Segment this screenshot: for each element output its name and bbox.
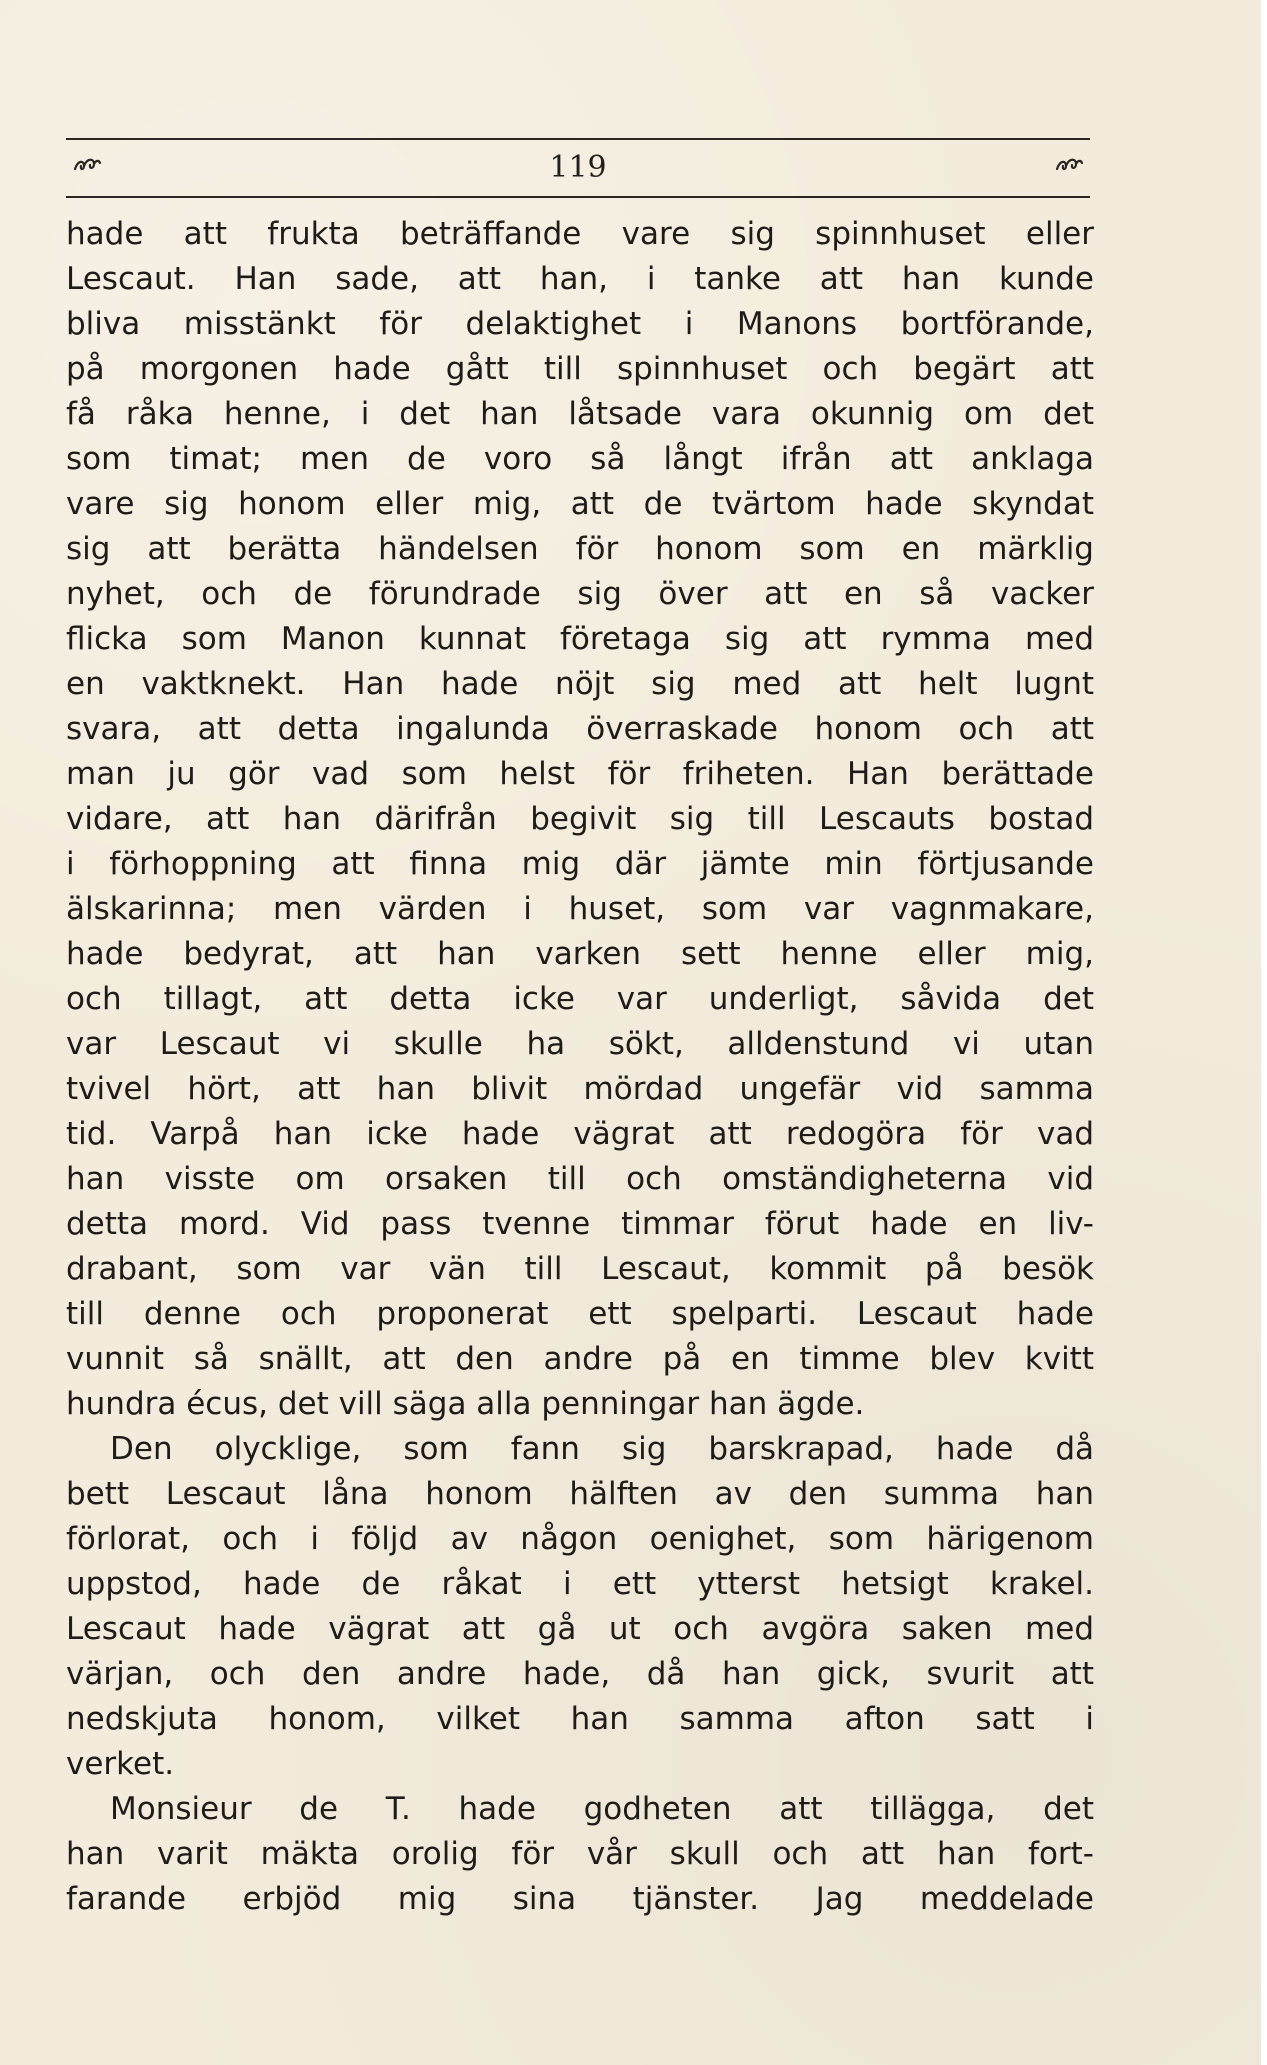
text-line: nedskjuta honom, vilket han samma afton satt i bbox=[66, 1701, 1094, 1737]
text-line: farande erbjöd mig sina tjänster. Jag meddelade bbox=[66, 1881, 1094, 1917]
text-line: på morgonen hade gått till spinnhuset och begärt att bbox=[66, 351, 1094, 387]
text-line: var Lescaut vi skulle ha sökt, alldenstund vi utan bbox=[66, 1026, 1094, 1062]
text-line: förlorat, och i följd av någon oenighet, som härigenom bbox=[66, 1521, 1094, 1557]
text-line: hade bedyrat, att han varken sett henne eller mig, bbox=[66, 936, 1094, 972]
text-line: Monsieur de T. hade godheten att tillägga, det bbox=[110, 1791, 1094, 1827]
swirl-ornament-icon bbox=[1054, 154, 1084, 176]
text-line: till denne och proponerat ett spelparti. Lescaut hade bbox=[66, 1296, 1094, 1332]
text-line: han visste om orsaken till och omständigheterna vid bbox=[66, 1161, 1094, 1197]
page-edge bbox=[1261, 0, 1267, 2065]
text-line: tvivel hört, att han blivit mördad ungefär vid samma bbox=[66, 1071, 1094, 1107]
text-line: älskarinna; men värden i huset, som var vagnmakare, bbox=[66, 891, 1094, 927]
text-line: man ju gör vad som helst för friheten. Han berättade bbox=[66, 756, 1094, 792]
page-number: 119 bbox=[549, 150, 607, 185]
text-line: nyhet, och de förundrade sig över att en så vacker bbox=[66, 576, 1094, 612]
text-line: Den olycklige, som fann sig barskrapad, hade då bbox=[110, 1431, 1094, 1467]
text-line: värjan, och den andre hade, då han gick, svurit att bbox=[66, 1656, 1094, 1692]
text-line: svara, att detta ingalunda överraskade honom och att bbox=[66, 711, 1094, 747]
text-line: han varit mäkta orolig för vår skull och att han fort- bbox=[66, 1836, 1094, 1872]
body-text bbox=[66, 212, 1094, 1922]
text-line: i förhoppning att finna mig där jämte min förtjusande bbox=[66, 846, 1094, 882]
text-line: bett Lescaut låna honom hälften av den summa han bbox=[66, 1476, 1094, 1512]
text-line: bliva misstänkt för delaktighet i Manons bortförande, bbox=[66, 306, 1094, 342]
text-line: flicka som Manon kunnat företaga sig att rymma med bbox=[66, 621, 1094, 657]
running-header bbox=[66, 138, 1090, 198]
text-line: hundra écus, det vill säga alla penningar han ägde. bbox=[66, 1386, 865, 1422]
text-line: som timat; men de voro så långt ifrån att anklaga bbox=[66, 441, 1094, 477]
text-line: detta mord. Vid pass tvenne timmar förut hade en liv- bbox=[66, 1206, 1094, 1242]
text-line: uppstod, hade de råkat i ett ytterst hetsigt krakel. bbox=[66, 1566, 1094, 1602]
header-top-rule bbox=[66, 138, 1090, 140]
text-line: verket. bbox=[66, 1746, 175, 1782]
text-line: få råka henne, i det han låtsade vara okunnig om det bbox=[66, 396, 1094, 432]
text-line: vunnit så snällt, att den andre på en timme blev kvitt bbox=[66, 1341, 1094, 1377]
text-line: drabant, som var vän till Lescaut, kommit på besök bbox=[66, 1251, 1094, 1287]
text-line: sig att berätta händelsen för honom som en märklig bbox=[66, 531, 1094, 567]
header-bottom-rule bbox=[66, 196, 1090, 198]
text-line: Lescaut hade vägrat att gå ut och avgöra saken med bbox=[66, 1611, 1094, 1647]
text-line: en vaktknekt. Han hade nöjt sig med att helt lugnt bbox=[66, 666, 1094, 702]
text-line: och tillagt, att detta icke var underligt, såvida det bbox=[66, 981, 1094, 1017]
text-line: vare sig honom eller mig, att de tvärtom hade skyndat bbox=[66, 486, 1094, 522]
text-line: hade att frukta beträffande vare sig spinnhuset eller bbox=[66, 216, 1094, 252]
text-line: vidare, att han därifrån begivit sig till Lescauts bostad bbox=[66, 801, 1094, 837]
text-line: Lescaut. Han sade, att han, i tanke att han kunde bbox=[66, 261, 1094, 297]
text-line: tid. Varpå han icke hade vägrat att redogöra för vad bbox=[66, 1116, 1094, 1152]
